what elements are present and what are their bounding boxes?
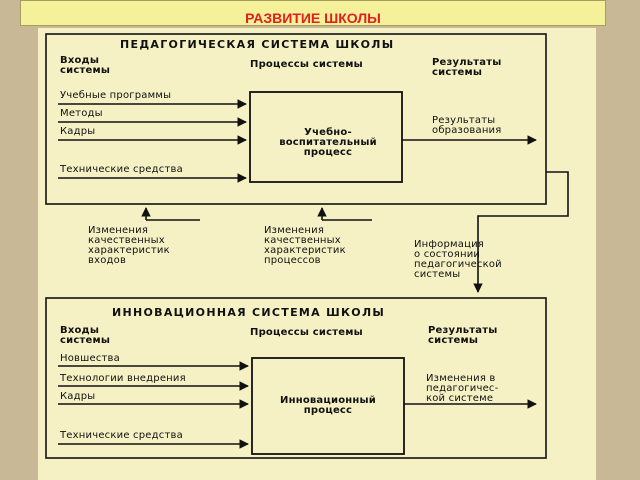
innovation-input-1: Новшества [60, 353, 120, 364]
pedagogical-process-label: Учебно- воспитательный процесс [279, 127, 377, 158]
innovation-system-heading: ИННОВАЦИОННАЯ СИСТЕМА ШКОЛЫ [112, 306, 386, 319]
slide-title: РАЗВИТИЕ ШКОЛЫ [20, 0, 606, 26]
innovation-inputs-header: Входы системы [60, 325, 111, 346]
pedagogical-inputs-header: Входы системы [60, 55, 111, 76]
innovation-result-label: Изменения в педагогичес- кой системе [426, 373, 499, 404]
pedagogical-input-1: Учебные программы [60, 90, 172, 101]
pedagogical-input-4: Технические средства [60, 164, 183, 175]
innovation-process-header: Процессы системы [250, 327, 363, 338]
innovation-input-3: Кадры [60, 391, 96, 402]
pedagogical-input-3: Кадры [60, 126, 96, 137]
inputs-change-label: Изменения качественных характеристик входов [88, 225, 170, 266]
innovation-input-4: Технические средства [60, 430, 183, 441]
pedagogical-input-2: Методы [60, 108, 103, 119]
pedagogical-process-header: Процессы системы [250, 59, 363, 70]
innovation-process-label: Инновационный процесс [280, 395, 376, 416]
pedagogical-results-header: Результаты системы [432, 57, 502, 78]
pedagogical-result-label: Результаты образования [432, 115, 502, 136]
pedagogical-system-heading: ПЕДАГОГИЧЕСКАЯ СИСТЕМА ШКОЛЫ [120, 38, 395, 51]
innovation-input-2: Технологии внедрения [60, 373, 186, 384]
innovation-results-header: Результаты системы [428, 325, 498, 346]
system-info-label: Информация о состоянии педагогической системы [414, 239, 502, 280]
processes-change-label: Изменения качественных характеристик процессов [264, 225, 346, 266]
